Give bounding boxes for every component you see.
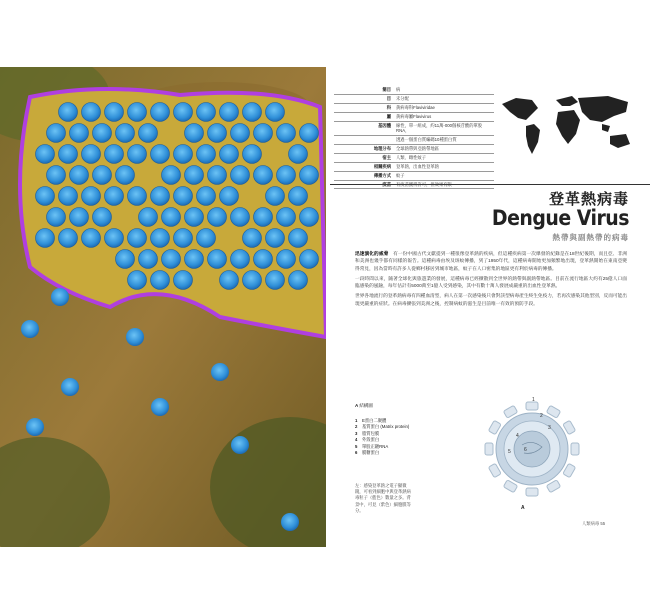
virus-particle [128, 187, 147, 206]
taxonomy-value: 有疫苗獲得許可，但效果有限 [396, 181, 452, 187]
lead-heading: 迅速演化的威脅 [355, 251, 389, 256]
legend-text: 外殼蛋白 [362, 437, 380, 443]
taxonomy-table [334, 86, 494, 189]
virus-particle [277, 124, 296, 143]
virus-particle [82, 103, 101, 122]
virus-particle [162, 250, 181, 269]
virus-particle [128, 145, 147, 164]
taxonomy-key: 宿主 [382, 155, 391, 161]
virus-particle [59, 103, 78, 122]
virus-particle [116, 250, 135, 269]
virus-particle [174, 229, 193, 248]
virus-particle [254, 124, 273, 143]
virus-particle [208, 250, 227, 269]
legend-number: 6 [355, 450, 358, 456]
diagram-number: 4 [516, 433, 519, 439]
virus-particle [82, 229, 101, 248]
diagram-label: A [521, 505, 525, 511]
virus-particle [277, 250, 296, 269]
diagram-number: 5 [508, 449, 511, 455]
virus-particle [59, 187, 78, 206]
taxonomy-value: 黃病毒科Flaviviridae [396, 105, 435, 111]
virus-particle [300, 166, 319, 185]
taxonomy-value: 全球熱帶與亞熱帶地區 [396, 146, 439, 152]
virus-particle [208, 208, 227, 227]
virus-particle [231, 166, 250, 185]
envelope-spike [546, 405, 560, 418]
article-body [355, 250, 627, 310]
virus-particle [162, 208, 181, 227]
legend-text: E蛋白二聚體 [362, 418, 387, 423]
virus-particle [185, 166, 204, 185]
virus-particle [220, 271, 239, 290]
paragraph-2: 一段時間以來，隨著全球化與旅遊業的發展，這種病毒已經擴散到全世界的熱帶與副熱帶地區。目前在流行地區大約有25億人口面臨感染的風險，每年估計有5000萬至1億人受到感染，其中有數十萬人發展成嚴重的出血性登革熱。 [355, 275, 627, 289]
taxonomy-key: 傳播方式 [373, 172, 391, 178]
envelope-spike [485, 443, 493, 455]
taxonomy-row [334, 172, 494, 181]
virus-particle [151, 398, 169, 416]
virus-particle [151, 145, 170, 164]
figure-note: 左：感染登革熱之電子顯微鏡，可看到細胞中與登革熱病毒粒子（藍色）數量之多。背景中，可見（紫色）細胞膜等分。 [355, 483, 411, 513]
taxonomy-value: 病 [396, 87, 401, 93]
virus-particle [59, 229, 78, 248]
title-chinese: 登革熱病毒 [548, 190, 629, 208]
virus-particle [266, 187, 285, 206]
virus-particle [105, 145, 124, 164]
figure-legend [355, 418, 409, 457]
taxonomy-key: 基因體 [378, 123, 391, 129]
virus-particle [185, 250, 204, 269]
diagram-number: 1 [532, 397, 535, 403]
taxonomy-key: 簡目 [382, 87, 391, 93]
virus-particle [220, 145, 239, 164]
virus-particle [70, 166, 89, 185]
virus-particle [105, 229, 124, 248]
virus-particle [93, 208, 112, 227]
virus-particle [61, 378, 79, 396]
legend-text: 膜糖蛋白 [362, 450, 380, 456]
virus-particle [36, 145, 55, 164]
virus-particle [277, 166, 296, 185]
virus-particle [47, 124, 66, 143]
virus-particle [185, 124, 204, 143]
taxonomy-key: 科 [386, 105, 391, 111]
taxonomy-key: 相關疾病 [373, 164, 391, 170]
virus-particle [128, 271, 147, 290]
virus-particle [70, 208, 89, 227]
taxonomy-value: 登革熱，出血性登革熱 [396, 164, 439, 170]
virus-particle [174, 271, 193, 290]
virus-structure-diagram [476, 395, 588, 503]
diagram-number: 2 [540, 413, 543, 419]
envelope-spike [526, 488, 538, 496]
virus-particle [36, 187, 55, 206]
virus-particle [36, 229, 55, 248]
virus-particle [254, 250, 273, 269]
virus-particle [197, 145, 216, 164]
virus-particle [105, 103, 124, 122]
envelope-spike [571, 443, 579, 455]
envelope-spike [563, 463, 576, 477]
legend-text: 基質蛋白 (Matrix protein) [362, 424, 410, 430]
virus-particle [174, 187, 193, 206]
taxonomy-key: 疫苗 [382, 181, 391, 187]
taxonomy-row [334, 122, 494, 136]
taxonomy-row [334, 95, 494, 104]
page-footer: 人類病毒 55 [582, 521, 606, 526]
virus-particle [105, 187, 124, 206]
virus-particle [208, 124, 227, 143]
virus-particle [174, 103, 193, 122]
virus-particle [243, 145, 262, 164]
virus-particle [231, 124, 250, 143]
virus-particle [139, 124, 158, 143]
taxonomy-key [334, 137, 396, 142]
virus-particle [300, 250, 319, 269]
virus-particle [47, 166, 66, 185]
legend-item [355, 450, 409, 456]
virus-particle [93, 166, 112, 185]
virus-particle [231, 208, 250, 227]
virus-particle [281, 513, 299, 531]
virus-particle [151, 271, 170, 290]
virus-particle [51, 288, 69, 306]
virus-particle [266, 103, 285, 122]
virus-particle [243, 271, 262, 290]
virus-particle [47, 208, 66, 227]
virus-particle [220, 187, 239, 206]
envelope-spike [546, 480, 560, 493]
virus-particle [151, 229, 170, 248]
virus-particle [277, 208, 296, 227]
envelope-spike [488, 463, 501, 477]
taxonomy-key: 屬 [386, 114, 391, 120]
virus-particle [139, 208, 158, 227]
virus-particle [289, 187, 308, 206]
electron-micrograph [0, 67, 326, 547]
virus-particle [197, 187, 216, 206]
virus-particle [289, 145, 308, 164]
taxonomy-value: 未分配 [396, 96, 409, 102]
envelope-spike [503, 405, 517, 418]
virus-particle [300, 124, 319, 143]
virus-particle [26, 418, 44, 436]
taxonomy-row [334, 163, 494, 172]
virus-particle [70, 124, 89, 143]
virus-particle [266, 271, 285, 290]
paragraph-1-text: 有一份中國古代文獻提到一種很像登革熱的疾病，但這種疾病第一次爆發的紀錄是在18世紀後期，而且亞、非洲和美洲也幾乎都有同樣的報告。這種病毒由埃及斑蚊傳播，到了1950年代，這種病毒開始更加頻繁地出現，登革熱開始在東南亞變得常見，因為當時有許多人從鄉村移居到城市地區，蚊子在人口密集的地區更有利於病毒的傳播。 [355, 251, 627, 271]
taxonomy-value: 透過一個蛋白質編碼10種蛋白質 [396, 137, 457, 143]
virus-particle [208, 166, 227, 185]
legend-number: 3 [355, 430, 358, 436]
taxonomy-row [334, 136, 494, 145]
virus-particle [116, 166, 135, 185]
legend-number: 2 [355, 424, 358, 430]
distribution-world-map [498, 90, 638, 162]
legend-number: 5 [355, 443, 358, 449]
legend-text: 單股正鏈RNA [362, 443, 389, 449]
title-english: Dengue Virus [491, 206, 629, 230]
virus-particle [82, 187, 101, 206]
virus-particle [151, 187, 170, 206]
taxonomy-value: 蚊子 [396, 172, 405, 178]
legend-number: 1 [355, 418, 358, 423]
taxonomy-row [334, 86, 494, 95]
virus-particle [289, 229, 308, 248]
virus-particle [243, 103, 262, 122]
virus-particle [151, 103, 170, 122]
subtitle: 熱帶與副熱帶的病毒 [552, 233, 629, 242]
virus-particle [185, 208, 204, 227]
legend-text: 脂質包膜 [362, 430, 380, 436]
virus-particle [126, 328, 144, 346]
legend-number: 4 [355, 437, 358, 443]
taxonomy-row [334, 181, 494, 190]
virus-particle [231, 436, 249, 454]
diagram-number: 6 [524, 447, 527, 453]
virus-particle [211, 363, 229, 381]
virus-particle [162, 166, 181, 185]
virus-particle [266, 229, 285, 248]
virus-particle [197, 229, 216, 248]
taxonomy-value: 人類、雌性蚊子 [396, 155, 427, 161]
taxonomy-row [334, 154, 494, 163]
virus-particle [289, 271, 308, 290]
figure-label: A 結構圖 [355, 403, 373, 408]
virus-particle [254, 208, 273, 227]
taxonomy-value: 線性，單一組成，約11萬-000個核苷酸的單股RNA， [396, 123, 483, 134]
paragraph-3: 世界各地流行的登革熱病毒有四種血清型，病人在第一次感染後只會對該型病毒產生終生免疫力，若再次感染其他型別，反而可能出現更嚴重的症狀。在病毒擴張到美洲之後，控制病蚊的滋生是目前唯一有效的預防手段。 [355, 293, 627, 306]
virus-particle [116, 124, 135, 143]
envelope-spike [563, 420, 576, 434]
virus-particle [174, 145, 193, 164]
virus-particle [128, 229, 147, 248]
taxonomy-row [334, 104, 494, 113]
envelope-spike [526, 402, 538, 410]
virus-particle [82, 145, 101, 164]
virus-particle [231, 250, 250, 269]
virus-particle [139, 250, 158, 269]
virus-particle [128, 103, 147, 122]
taxonomy-key: 目 [386, 96, 391, 102]
taxonomy-row [334, 113, 494, 122]
envelope-spike [503, 480, 517, 493]
virus-particle [93, 124, 112, 143]
taxonomy-row [334, 145, 494, 154]
envelope-spike [488, 420, 501, 434]
taxonomy-value: 黃病毒屬Flavivirus [396, 114, 432, 120]
virus-particle [254, 166, 273, 185]
virus-particle [59, 145, 78, 164]
virus-particle [220, 103, 239, 122]
paragraph-1 [355, 250, 627, 272]
diagram-number: 3 [548, 425, 551, 431]
virus-particle [243, 229, 262, 248]
virus-particle [21, 320, 39, 338]
virus-particle [300, 208, 319, 227]
taxonomy-key: 地理分布 [373, 146, 391, 152]
virus-particle [197, 103, 216, 122]
